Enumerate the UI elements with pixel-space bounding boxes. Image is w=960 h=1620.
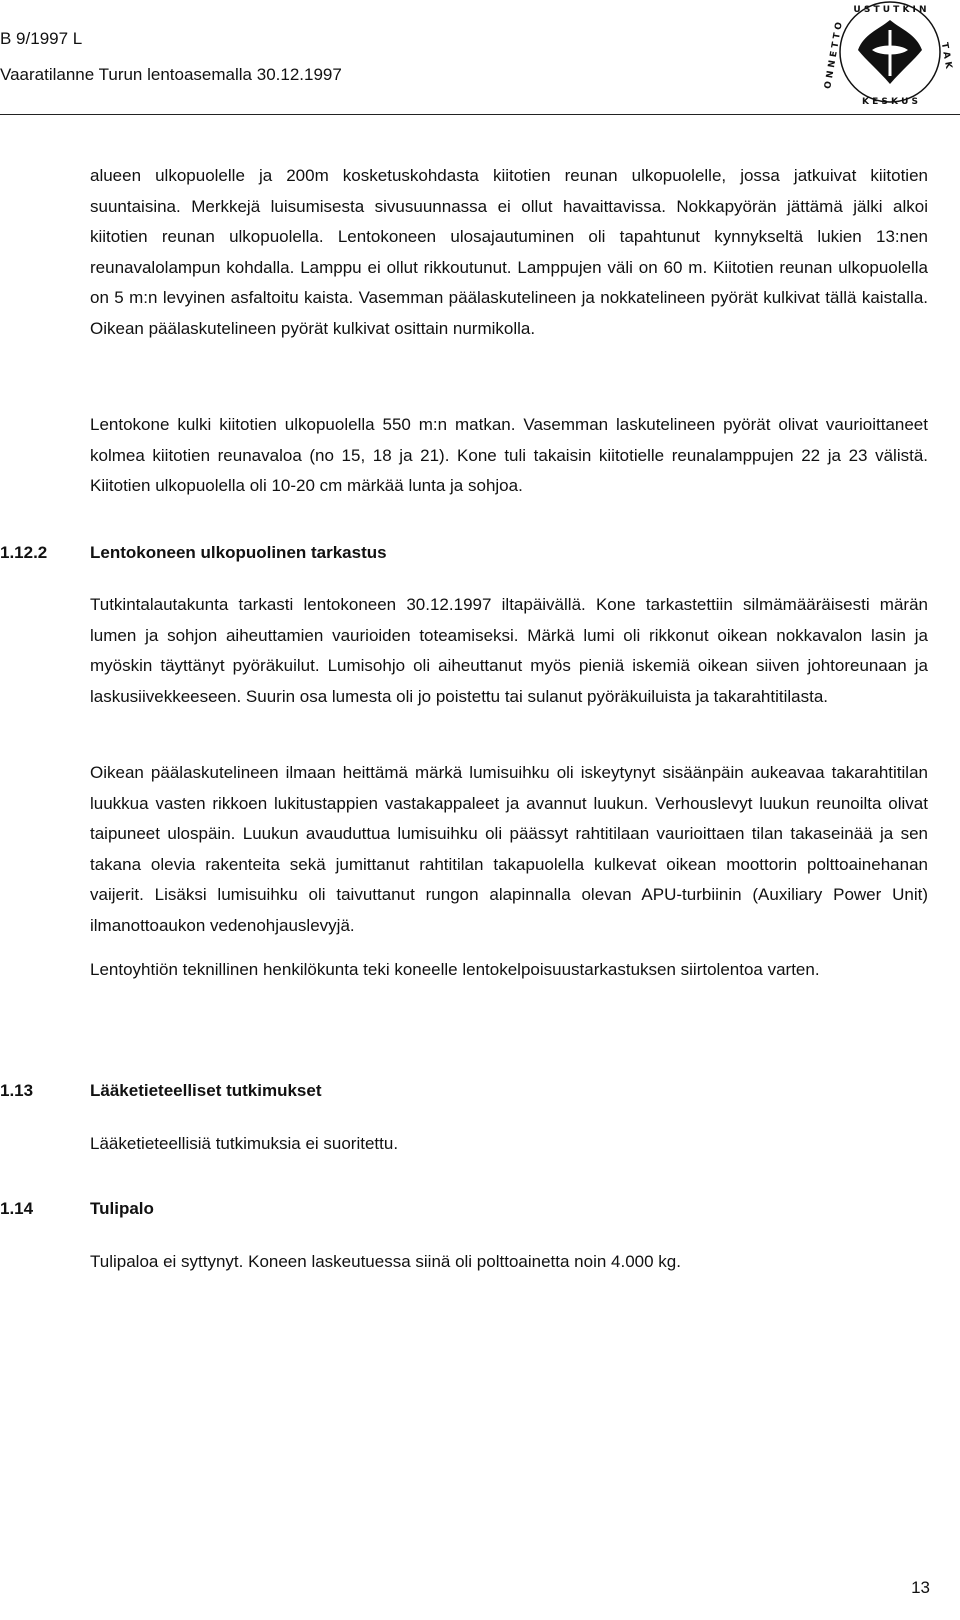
svg-text:T A K: T A K (938, 41, 954, 70)
body-paragraph: Lentoyhtiön teknillinen henkilökunta teki koneelle lentokelpoisuustarkastuksen siirtolentoa varten. (90, 960, 820, 979)
header-divider (0, 114, 960, 115)
section-title: Lentokoneen ulkopuolinen tarkastus (90, 543, 387, 562)
report-code: B 9/1997 L (0, 29, 83, 48)
section-number: 1.14 (0, 1199, 34, 1218)
svg-text:K E S K U S: K E S K U S (861, 97, 919, 107)
section-number: 1.12.2 (0, 543, 48, 562)
report-header (0, 26, 342, 88)
body-paragraph: Lentokone kulki kiitotien ulkopuolella 550 m:n matkan. Vasemman laskutelineen pyörät olivat vaurioittaneet kolmea kiitotien reunavaloa (no 15, 18 ja 21). Kone tuli takaisin kiitotielle reunalamppujen 22 ja 23 välistä. Kiitotien ulkopuolella oli 10-20 cm märkää lunta ja sohjoa. (90, 415, 928, 495)
section-number: 1.13 (0, 1081, 34, 1100)
section-title: Lääketieteelliset tutkimukset (90, 1081, 322, 1100)
report-title: Vaaratilanne Turun lentoasemalla 30.12.1997 (0, 65, 342, 84)
body-paragraph: alueen ulkopuolelle ja 200m kosketuskohdasta kiitotien reunan ulkopuolelle, jossa jatkuivat kiitotien suuntaisina. Merkkejä luisumisesta sivusuunnassa ei ollut havaittavissa. Nokkapyörän jättämä jälki alkoi kiitotien reunan ulkopuolella. Lentokoneen ulosajautuminen oli tapahtunut kynnykseltä lukien 13:nen reunavalolampun kohdalla. Lamppu ei ollut rikkoutunut. Lamppujen väli on 60 m. Kiitotien reunan ulkopuolella on 5 m:n levyinen asfaltoitu kaista. Vasemman päälaskutelineen ja nokkatelineen pyörät kulkivat tällä kaistalla. Oikean päälaskutelineen pyörät kulkivat osittain nurmikolla. (90, 166, 928, 338)
body-paragraph: Lääketieteellisiä tutkimuksia ei suoritettu. (90, 1134, 399, 1153)
agency-seal-logo (823, 0, 954, 108)
svg-text:U S T U T K I N: U S T U T K I N (853, 5, 927, 15)
svg-text:O N N E T T O: O N N E T T O (823, 21, 845, 90)
page-number: 13 (911, 1578, 930, 1597)
body-paragraph: Tulipaloa ei syttynyt. Koneen laskeutuessa siinä oli polttoainetta noin 4.000 kg. (90, 1252, 681, 1271)
body-paragraph: Oikean päälaskutelineen ilmaan heittämä märkä lumisuihku oli iskeytynyt sisäänpäin aukeavaa takarahtitilan luukkua vasten rikkoen lukitustappien vastakappaleet ja avannut luukun. Verhouslevyt luukun reunoilta olivat taipuneet ulospäin. Luukun avauduttua lumisuihku oli päässyt rahtitilaan vaurioittaen tilan takaseinää ja sen takana olevia rakenteita sekä jumittanut rahtitilan takapuolella kulkevat oikean moottorin polttoainehanan vaijerit. Lisäksi lumisuihku oli taivuttanut rungon alapinnalla olevan APU-turbiinin (Auxiliary Power Unit) ilmanottoaukon vedenohjauslevyjä. (90, 763, 928, 935)
body-paragraph: Tutkintalautakunta tarkasti lentokoneen 30.12.1997 iltapäivällä. Kone tarkastettiin silmämääräisesti märän lumen ja sohjon aiheuttamien vaurioiden toteamiseksi. Märkä lumi oli rikkonut oikean nokkavalon lasin ja myöskin täyttänyt pyöräkuilut. Lumisohjo oli aiheuttanut myös pieniä iskemiä oikean siiven johtoreunaan ja laskusiivekkeeseen. Suurin osa lumesta oli jo poistettu tai sulanut pyöräkuiluista ja takarahtitilasta. (90, 595, 928, 706)
section-title: Tulipalo (90, 1199, 154, 1218)
